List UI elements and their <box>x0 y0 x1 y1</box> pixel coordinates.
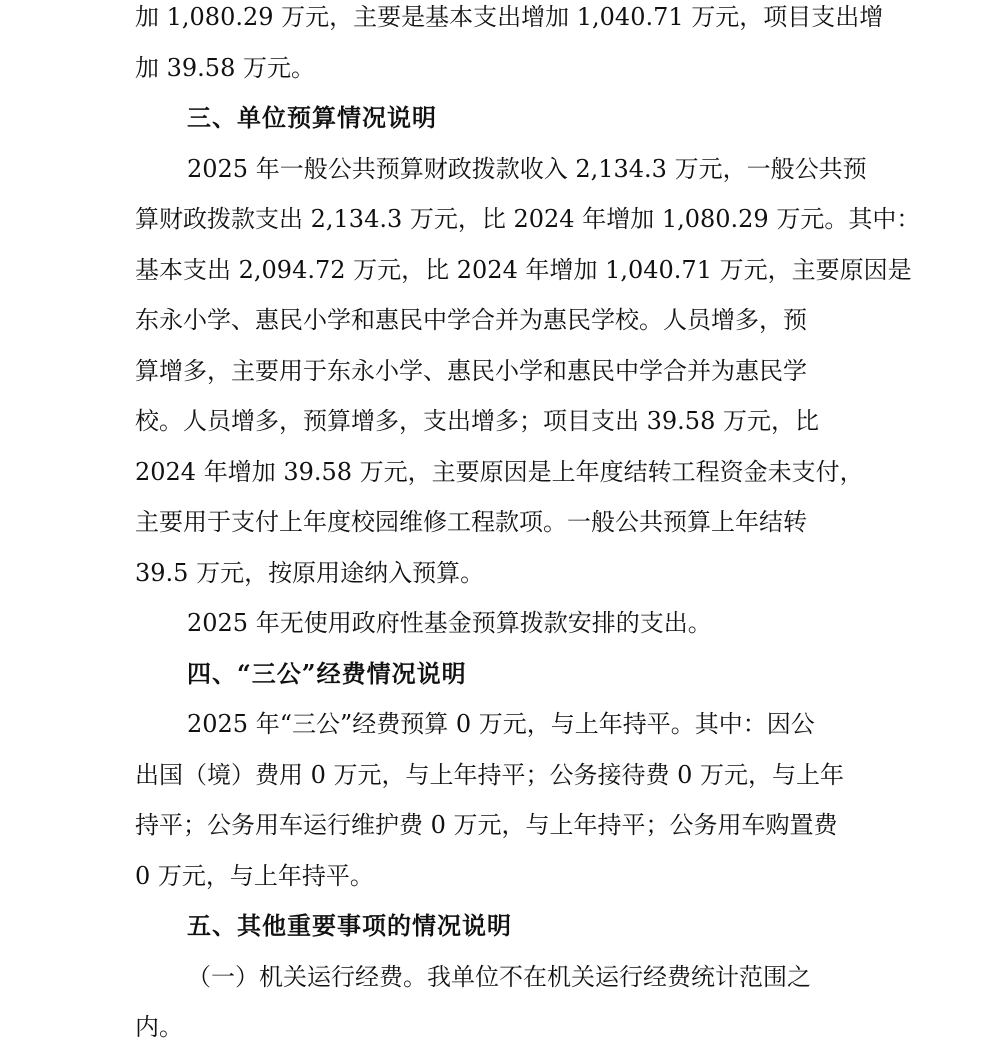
paragraph-line: 39.5 万元，按原用途纳入预算。 <box>135 558 485 587</box>
section-heading-unit-budget: 三、单位预算情况说明 <box>187 103 437 132</box>
paragraph-line: 2025 年“三公”经费预算 0 万元，与上年持平。其中：因公 <box>187 710 815 738</box>
paragraph-line: 算财政拨款支出 2,134.3 万元，比 2024 年增加 1,080.29 万元。其中： <box>135 205 921 233</box>
paragraph-line: 加 1,080.29 万元，主要是基本支出增加 1,040.71 万元，项目支出增 <box>135 3 884 31</box>
paragraph-line: 算增多，主要用于东永小学、惠民小学和惠民中学合并为惠民学 <box>135 356 807 385</box>
paragraph-line: 出国（境）费用 0 万元，与上年持平；公务接待费 0 万元，与上年 <box>135 760 845 789</box>
paragraph-line: 0 万元，与上年持平。 <box>135 861 374 890</box>
section-heading-three-public-expenses: 四、“三公”经费情况说明 <box>187 658 467 688</box>
paragraph-line: 内。 <box>135 1013 183 1041</box>
paragraph-line: 校。人员增多，预算增多，支出增多；项目支出 39.58 万元，比 <box>135 407 819 435</box>
paragraph-line: 2024 年增加 39.58 万元，主要原因是上年度结转工程资金未支付， <box>135 457 864 486</box>
paragraph-line: 2025 年一般公共预算财政拨款收入 2,134.3 万元，一般公共预 <box>187 154 867 183</box>
paragraph-line: 持平；公务用车运行维护费 0 万元，与上年持平；公务用车购置费 <box>135 811 838 839</box>
paragraph-line: 东永小学、惠民小学和惠民中学合并为惠民学校。人员增多，预 <box>135 306 807 334</box>
paragraph-line: 加 39.58 万元。 <box>135 53 315 82</box>
paragraph-line: 基本支出 2,094.72 万元，比 2024 年增加 1,040.71 万元，主要原因是 <box>135 255 912 284</box>
paragraph-line: （一）机关运行经费。我单位不在机关运行经费统计范围之 <box>187 962 811 991</box>
section-heading-other-matters: 五、其他重要事项的情况说明 <box>187 911 512 940</box>
paragraph-line: 2025 年无使用政府性基金预算拨款安排的支出。 <box>187 609 712 637</box>
paragraph-line: 主要用于支付上年度校园维修工程款项。一般公共预算上年结转 <box>135 508 807 536</box>
